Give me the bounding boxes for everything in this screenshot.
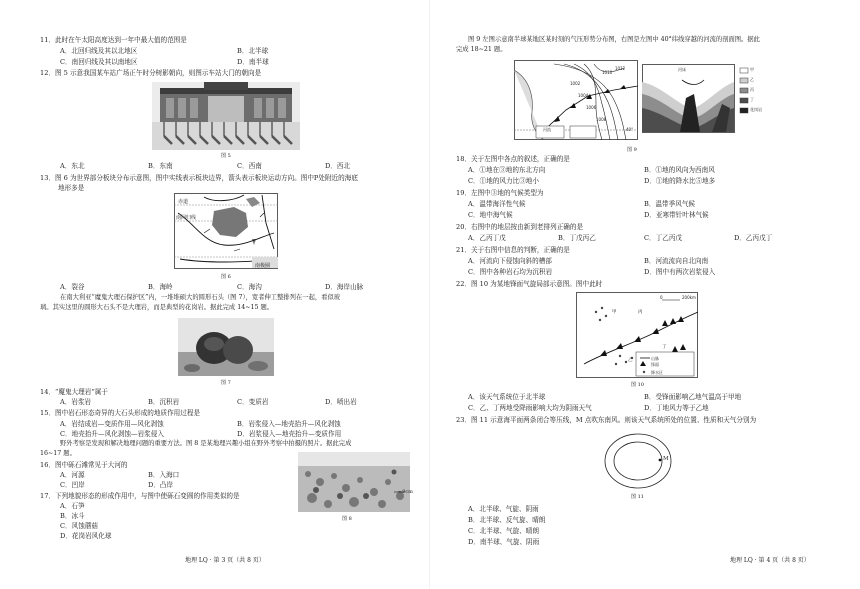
q19-opt-c[interactable]: C．地中海气候 [468, 211, 513, 219]
figure-7-caption: 图 7 [221, 380, 231, 386]
figure-6-equator-label: 赤道 [178, 199, 189, 205]
q18-opt-d[interactable]: D．①地的降水比⑤地多 [644, 177, 716, 185]
figure-9-latitude-40: 40° [626, 127, 634, 132]
q16-opt-c[interactable]: C．凹岸 [60, 481, 85, 489]
q23-stem: 23．图 11 示意海平面两条闭合等压线，M 点吹东南风。则该天气系统所处的位置、性质和天气分别为 [456, 416, 757, 424]
q22-stem: 22．图 10 为某地锋面气旋局部示意图。图中此时 [456, 280, 603, 288]
figure-11-caption: 图 11 [631, 494, 644, 500]
q15-opt-d[interactable]: D．岩浆侵入—地壳抬升—变质作用 [237, 430, 342, 438]
figure-9-legend-granite: 花岗岩 [750, 107, 762, 112]
q16-stem: 16．图中砾石滩常见于大河的 [40, 461, 128, 469]
q13-opt-a[interactable]: A．裂谷 [60, 283, 85, 291]
figure-9-river-legend: 河流 [543, 127, 551, 132]
q19-opt-a[interactable]: A．温带海洋性气候 [468, 200, 526, 208]
figure-6-caption: 图 6 [221, 274, 231, 280]
figure-10-point-bing: 丙 [638, 310, 643, 315]
q16-opt-a[interactable]: A．河源 [60, 471, 85, 479]
q21-opt-d[interactable]: D．图中有两次岩浆侵入 [644, 268, 716, 276]
figure-9-geologic-section [642, 64, 764, 146]
figure-6-plate-map [174, 193, 278, 269]
figure-10-point-jia: 甲 [612, 310, 617, 315]
q14-opt-c[interactable]: C．变质岩 [237, 398, 269, 406]
q17-opt-c[interactable]: C．风蚀蘑菇 [60, 522, 99, 530]
q22-opt-c[interactable]: C．乙、丁两地受降雨影响大均为阴雨天气 [468, 404, 592, 412]
figure-10-frontal-cyclone [576, 292, 698, 378]
q19-opt-b[interactable]: B．温带季风气候 [644, 200, 696, 208]
page-3-footer: 地理 LQ · 第 3 页（共 8 页） [185, 557, 265, 564]
q15-opt-b[interactable]: B．岩浆侵入—地壳抬升—风化剥蚀 [237, 420, 341, 428]
figure-8-caption: 图 8 [342, 516, 352, 522]
q13-stem-1: 13．图 6 为世界部分板块分布示意图，图中实线表示板块边界，箭头表示板块运动方向。图中P处附近的海底 [40, 174, 358, 182]
figure-10-legend-mountain: 山脉 [651, 356, 659, 361]
q16-opt-d[interactable]: D．凸岸 [148, 481, 174, 489]
q12-stem: 12．图 5 示意我国某车站广场正午时分树影朝向，则图示车站大门的朝向是 [40, 69, 262, 77]
q21-opt-a[interactable]: A．河流向下侵蚀向斜的槽部 [468, 257, 552, 265]
q15-opt-a[interactable]: A．岩结成岩—变质作用—风化剥蚀 [60, 420, 164, 428]
q17-opt-b[interactable]: B．冰斗 [60, 512, 85, 520]
q12-opt-b[interactable]: B．东南 [148, 162, 173, 170]
page-4 [430, 0, 860, 589]
figure-9-legend-ding: 丁 [750, 97, 754, 102]
q11-opt-b[interactable]: B．北半球 [237, 47, 269, 55]
q17-stem: 17．下列地貌形态的形成作用中，与图中使砾石变圆的作用类似的是 [40, 492, 240, 500]
q19-stem: 19．左图中③地的气候类型为 [456, 189, 544, 197]
q13-stem-2: 地形多是 [58, 184, 85, 192]
intro-14-15-line2: 璃。其实这里的圆形大石头不是大理岩，而是典型的花岗岩。据此完成 14~15 题。 [40, 304, 274, 311]
figure-9-isobar-1008: 1008 [596, 117, 607, 122]
q18-opt-b[interactable]: B．①地的风向为西南风 [644, 166, 715, 174]
q11-opt-d[interactable]: D．南半球 [237, 58, 269, 66]
figure-5-station [152, 82, 300, 150]
q11-stem: 11．此时在午太阳高度达到一年中最大值的范围是 [40, 36, 187, 44]
q12-opt-d[interactable]: D．西北 [325, 162, 351, 170]
q17-opt-a[interactable]: A．石笋 [60, 502, 85, 510]
q23-opt-a[interactable]: A．北半球、气旋、阴雨 [468, 505, 539, 513]
intro-14-15-line1: 在南大利亚“魔鬼大理石保护区”内，一堆堆硕大的圆形石头（图 7），宽者伸工整排列在一起，看似玻 [60, 294, 341, 301]
figure-10-point-ding: 丁 [662, 345, 667, 350]
figure-9-isobar-1010: 1010 [602, 70, 613, 75]
figure-9-isobar-1002: 1002 [570, 81, 581, 86]
q14-opt-a[interactable]: A．岩浆岩 [60, 398, 92, 406]
q12-opt-a[interactable]: A．东北 [60, 162, 85, 170]
q15-opt-c[interactable]: C．地壳抬升—风化剥蚀—岩浆侵入 [60, 430, 164, 438]
q20-opt-d[interactable]: D．乙丙戊丁 [734, 234, 773, 242]
figure-9-legend-bing: 丙 [750, 87, 754, 92]
q13-opt-c[interactable]: C．海沟 [237, 283, 262, 291]
intro-16-17-line1: 野外考察是发现和解决地理问题的重要方法。图 8 是某地理兴趣小组在野外考察中拍摄的照片。据此完成 [60, 440, 352, 447]
figure-7-boulders-photo [178, 318, 274, 376]
figure-8-scale-label: ~9cm [398, 489, 413, 495]
figure-5-caption: 图 5 [221, 153, 231, 159]
intro-16-17-line2: 16~17 题。 [40, 450, 76, 457]
figure-10-legend-front: 锋面 [651, 362, 659, 367]
figure-10-point-yi: 乙 [628, 358, 633, 363]
q18-opt-a[interactable]: A．①地在③地的东北方向 [468, 166, 546, 174]
q20-stem: 20．右图中的地层按由新到老排列正确的是 [456, 223, 584, 231]
q21-stem: 21．关于右图中信息的判断，正确的是 [456, 246, 570, 254]
figure-10-scale-200km: 200km [682, 295, 696, 300]
figure-9-isobar-1004: 1004 [578, 93, 589, 98]
q17-opt-d[interactable]: D．花岗岩风化球 [60, 532, 112, 540]
figure-9-caption: 图 9 [627, 147, 637, 153]
figure-9-pressure-map [514, 60, 638, 140]
intro-18-21-line1: 图 9 左图示意南半球某地区某时刻的气压形势分布图，右图是左图中 40°纬线穿越的河流的剖面图。据此 [468, 36, 760, 43]
figure-9-isobar-1012: 1012 [615, 66, 626, 71]
q21-opt-c[interactable]: C．图中各种岩石均为沉积岩 [468, 268, 553, 276]
q13-opt-d[interactable]: D．海岸山脉 [325, 283, 364, 291]
q22-opt-a[interactable]: A．该天气系统位于北半球 [468, 393, 546, 401]
intro-18-21-line2: 完成 18~21 题。 [456, 46, 507, 53]
figure-10-scale-zero: 0 [660, 295, 663, 300]
q20-opt-c[interactable]: C．丁乙丙戊 [644, 234, 683, 242]
q23-opt-c[interactable]: C．北半球、气旋、晴朗 [468, 527, 539, 535]
q19-opt-d[interactable]: D．亚寒带针叶林气候 [644, 211, 709, 219]
q12-opt-c[interactable]: C．西南 [237, 162, 262, 170]
q22-opt-b[interactable]: B．受锋面影响乙地气温高于甲地 [644, 393, 742, 401]
q18-opt-c[interactable]: C．①地的风力比③地小 [468, 177, 539, 185]
q11-opt-a[interactable]: A．北回归线及其以北地区 [60, 47, 138, 55]
figure-9-legend-yi: 乙 [750, 77, 754, 82]
q16-opt-b[interactable]: B．入海口 [148, 471, 180, 479]
q23-opt-b[interactable]: B．北半球、反气旋、晴朗 [468, 516, 546, 524]
figure-6-tropic-label: 南回归线 [176, 215, 197, 221]
q14-opt-b[interactable]: B．沉积岩 [148, 398, 180, 406]
figure-10-caption: 图 10 [631, 382, 644, 388]
q22-opt-d[interactable]: D．丁地风力等于乙地 [644, 404, 709, 412]
figure-8-gravel-photo [298, 452, 410, 512]
figure-9-riverbed-label: 河床 [678, 67, 686, 72]
q23-opt-d[interactable]: D．南半球、气旋、阴雨 [468, 538, 540, 546]
page-4-footer: 地理 LQ · 第 4 页（共 8 页） [730, 557, 810, 564]
figure-9-isobar-1006: 1006 [586, 105, 597, 110]
q21-opt-b[interactable]: B．河流流向自北向南 [644, 257, 709, 265]
figure-6-polar-label: 南极圈 [255, 263, 271, 269]
figure-9-legend-jia: 甲 [750, 67, 754, 72]
q14-opt-d[interactable]: D．喷出岩 [325, 398, 357, 406]
q20-opt-a[interactable]: A．乙丙丁戊 [468, 234, 506, 242]
figure-10-legend-rain: 降水区 [651, 370, 663, 375]
figure-11-point-m: M [663, 456, 669, 462]
q18-stem: 18．关于左图中各点的叙述，正确的是 [456, 155, 570, 163]
q15-stem: 15．图中岩石形态奇异的大石头形成的地质作用过程是 [40, 409, 201, 417]
q14-stem: 14．“魔鬼大理岩”属于 [40, 388, 108, 396]
q20-opt-b[interactable]: B．丁戊丙乙 [558, 234, 596, 242]
q11-opt-c[interactable]: C．南回归线及其以南地区 [60, 58, 138, 66]
q13-opt-b[interactable]: B．海岭 [148, 283, 173, 291]
